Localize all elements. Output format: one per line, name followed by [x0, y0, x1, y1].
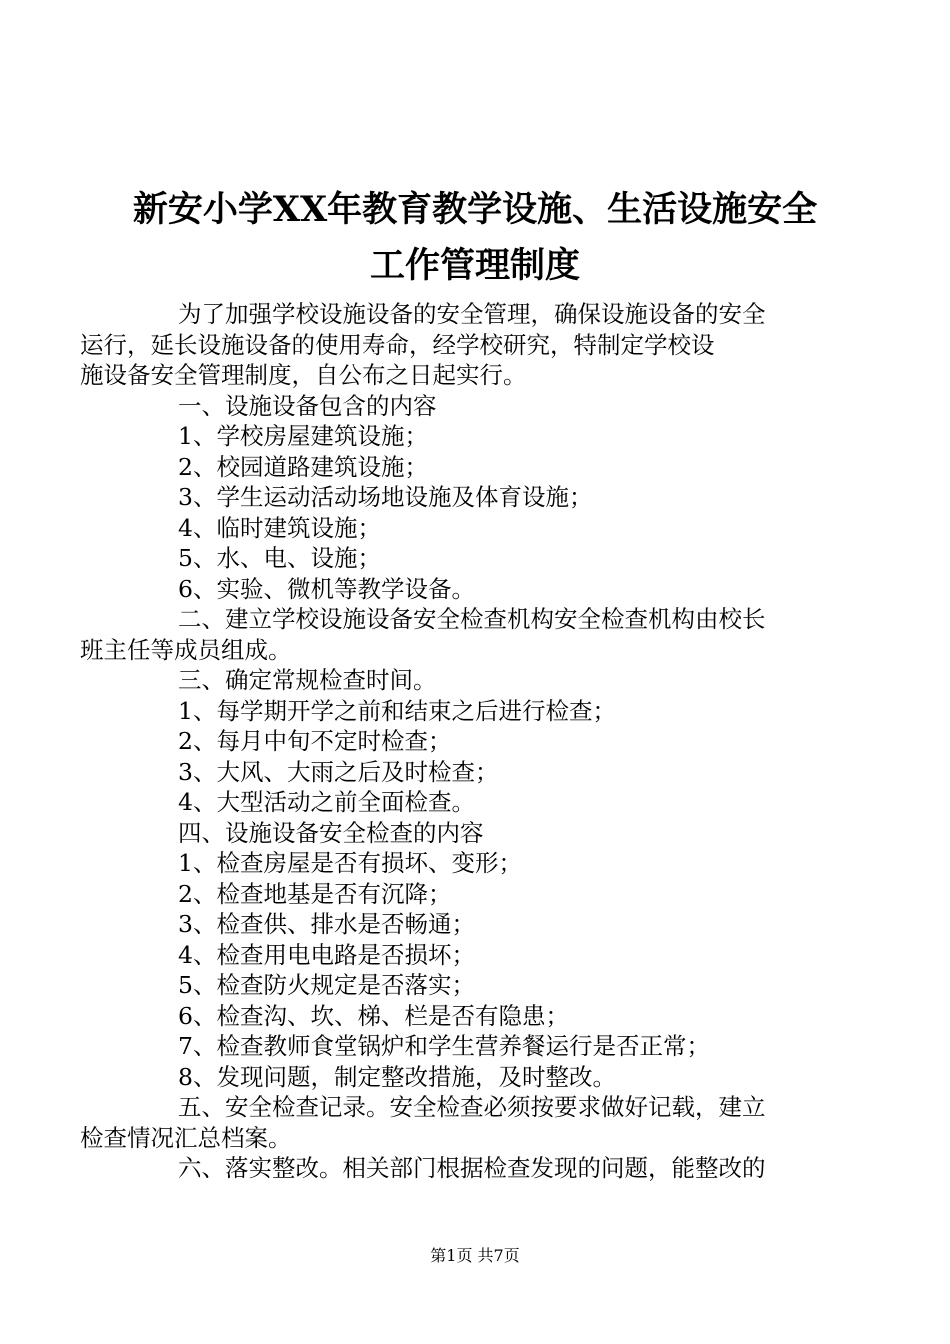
list-item: 1、每学期开学之前和结束之后进行检查； — [178, 696, 616, 725]
list-item: 5、水、电、设施； — [178, 544, 381, 572]
section-heading: 五、安全检查记录。安全检查必须按要求做好记载，建立 检查情况汇总档案。 — [80, 1093, 766, 1152]
list-item: 4、检查用电电路是否损坏； — [178, 940, 475, 969]
section-heading: 三、确定常规检查时间。 — [178, 666, 437, 694]
list-item: 2、校园道路建筑设施； — [178, 452, 428, 481]
section-heading: 六、落实整改。相关部门根据检查发现的问题，能整改的 — [178, 1154, 766, 1182]
list-item: 3、学生运动活动场地设施及体育设施； — [178, 483, 593, 511]
list-item: 2、检查地基是否有沉降； — [178, 879, 452, 908]
list-item: 6、检查沟、坎、梯、栏是否有隐患； — [178, 1001, 569, 1030]
list-item: 3、大风、大雨之后及时检查； — [178, 757, 499, 786]
list-item: 7、检查教师食堂锅炉和学生营养餐运行是否正常； — [178, 1032, 710, 1060]
paragraph-intro: 为了加强学校设施设备的安全管理，确保设施设备的安全 运行，延长设施设备的使用寿命，经学校研究，特制定学校设 施设备安全管理制度，自公布之日起实行。 — [80, 300, 766, 389]
list-item: 5、检查防火规定是否落实； — [178, 971, 475, 999]
document-title-line-1: 新安小学XX年教育教学设施、生活设施安全 — [132, 189, 818, 230]
list-item: 8、发现问题，制定整改措施，及时整改。 — [178, 1062, 616, 1091]
list-item: 2、每月中旬不定时检查； — [178, 727, 452, 755]
section-heading: 一、设施设备包含的内容 — [178, 391, 437, 420]
page-footer: 第1页 共7页 — [430, 1246, 520, 1265]
section-heading: 二、建立学校设施设备安全检查机构安全检查机构由校长 班主任等成员组成。 — [80, 605, 766, 664]
section-heading: 四、设施设备安全检查的内容 — [178, 818, 484, 847]
document-title-line-2: 工作管理制度 — [369, 245, 580, 286]
list-item: 6、实验、微机等教学设备。 — [178, 574, 475, 603]
list-item: 4、临时建筑设施； — [178, 513, 381, 542]
list-item: 1、学校房屋建筑设施； — [178, 422, 428, 450]
document-body — [80, 299, 833, 1184]
list-item: 1、检查房屋是否有损坏、变形； — [178, 849, 522, 877]
list-item: 4、大型活动之前全面检查。 — [178, 788, 475, 816]
list-item: 3、检查供、排水是否畅通； — [178, 910, 475, 938]
